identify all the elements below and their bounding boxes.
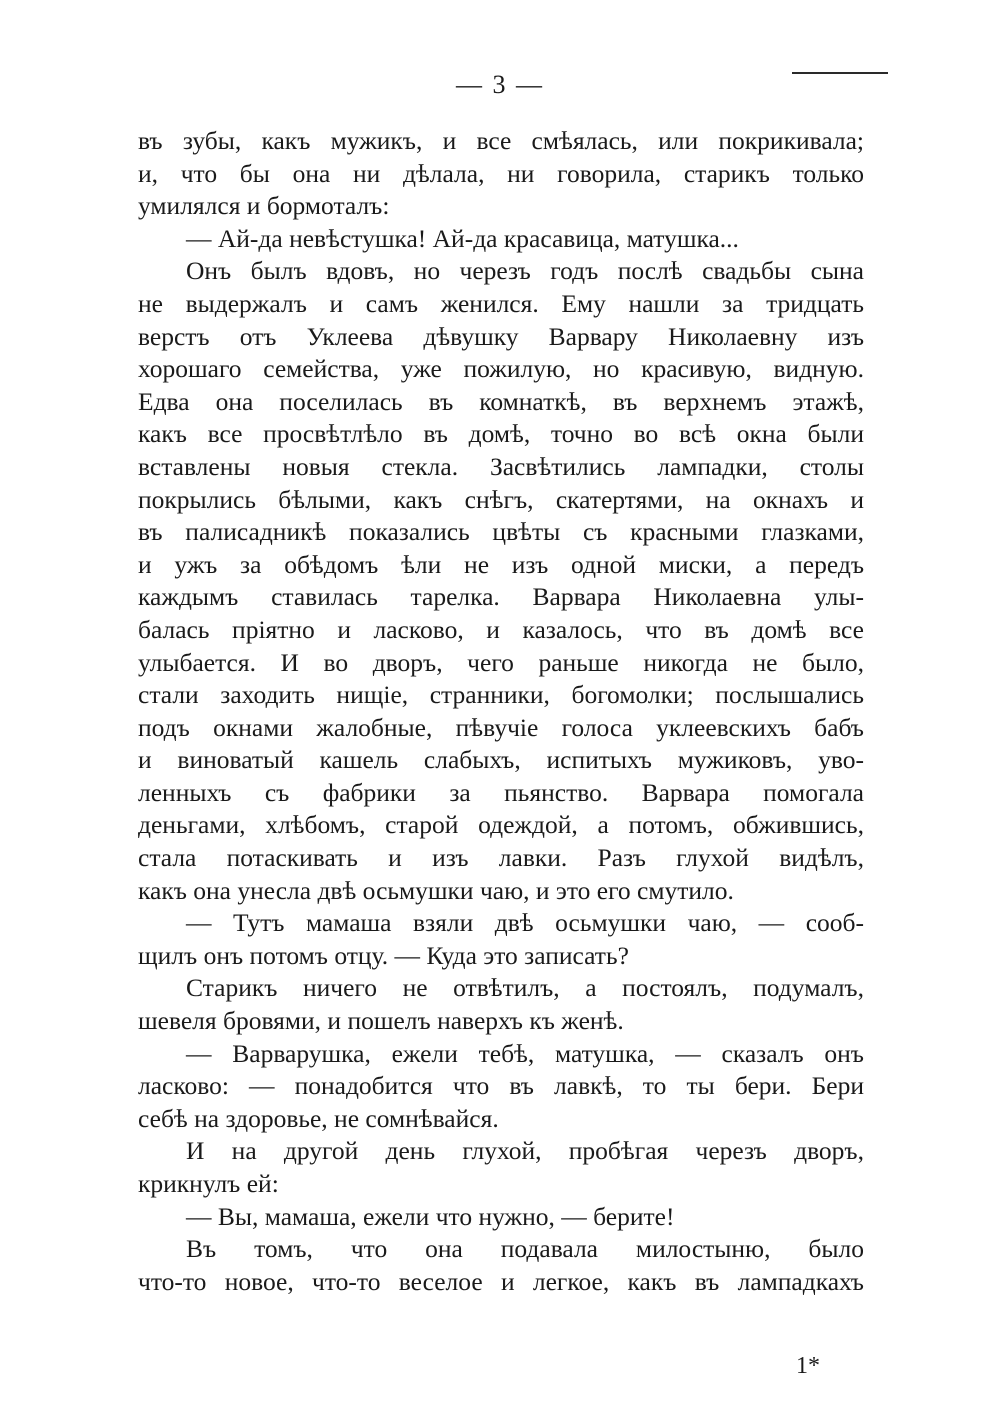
text-line: щилъ онъ потомъ отцу. — Куда это записать? — [138, 940, 629, 970]
text-line: каждымъ ставилась тарелка. Варвара Николаевна улы- — [138, 582, 864, 612]
text-line: — Вы, мамаша, ежели что нужно, — берите! — [186, 1201, 675, 1231]
text-line: въ зубы, какъ мужикъ, и все смѣялась, или покрикивала; — [138, 126, 864, 155]
text-line: что-то новое, что-то веселое и легкое, какъ въ лампадкахъ — [138, 1266, 864, 1296]
text-line: шевеля бровями, и пошелъ наверхъ къ женѣ. — [138, 1006, 624, 1036]
text-line: — Тутъ мамаша взяли двѣ осьмушки чаю, — сооб- — [186, 908, 864, 938]
text-line: ласково: — понадобится что въ лавкѣ, то ты бери. Бери — [138, 1071, 864, 1101]
text-line: крикнулъ ей: — [138, 1169, 279, 1198]
text-line: подъ окнами жалобные, пѣвучіе голоса уклеевскихъ бабъ — [138, 712, 864, 742]
text-line: Въ томъ, что она подавала милостыню, было — [186, 1234, 864, 1264]
text-line: и виноватый кашель слабыхъ, испитыхъ мужиковъ, уво- — [138, 745, 864, 775]
text-line: и, что бы она ни дѣлала, ни говорила, старикъ только — [138, 158, 864, 188]
text-line: стали заходить нищіе, странники, богомолки; послышались — [138, 680, 864, 710]
text-line: Старикъ ничего не отвѣтилъ, а постоялъ, подумалъ, — [186, 973, 864, 1003]
text-line: и ужъ за обѣдомъ ѣли не изъ одной миски, а передъ — [138, 549, 864, 579]
text-line: въ палисадникѣ показались цвѣты съ красными глазками, — [138, 517, 864, 547]
text-line: — Варварушка, ежели тебѣ, матушка, — сказалъ онъ — [186, 1038, 864, 1068]
text-line: балась пріятно и ласково, и казалось, что въ домѣ все — [138, 614, 864, 644]
text-line: ленныхъ съ фабрики за пьянство. Варвара помогала — [138, 777, 864, 807]
text-line: себѣ на здоровье, не сомнѣвайся. — [138, 1103, 499, 1133]
text-line: какъ она унесла двѣ осьмушки чаю, и это его смутило. — [138, 875, 734, 905]
text-line: вставлены новыя стекла. Засвѣтились лампадки, столы — [138, 451, 864, 481]
text-line: стала потаскивать и изъ лавки. Разъ глухой видѣлъ, — [138, 843, 864, 873]
text-line: умилялся и бормоталъ: — [138, 191, 390, 221]
text-line: — Ай-да невѣстушка! Ай-да красавица, матушка... — [186, 223, 739, 253]
text-line: Едва она поселилась въ комнаткѣ, въ верхнемъ этажѣ, — [138, 386, 864, 416]
text-line: покрылись бѣлыми, какъ снѣгъ, скатертями, на окнахъ и — [138, 484, 864, 514]
text-line: И на другой день глухой, пробѣгая черезъ дворъ, — [186, 1136, 864, 1166]
text-line: верстъ отъ Уклеева дѣвушку Варвару Николаевну изъ — [138, 321, 864, 351]
text-line: улыбается. И во дворъ, чего раньше никогда не было, — [138, 647, 864, 677]
page-number: — 3 — — [456, 70, 544, 99]
text-line: не выдержалъ и самъ женился. Ему нашли за тридцать — [138, 288, 864, 318]
signature-mark: 1* — [796, 1353, 820, 1379]
text-line: Онъ былъ вдовъ, но черезъ годъ послѣ свадьбы сына — [186, 256, 864, 286]
text-line: деньгами, хлѣбомъ, старой одеждой, а потомъ, обжившись, — [138, 810, 864, 840]
body-text — [138, 125, 864, 1298]
text-line: хорошаго семейства, уже пожилую, но красивую, видную. — [138, 354, 864, 384]
text-line: какъ все просвѣтлѣло въ домѣ, точно во всѣ окна были — [138, 419, 864, 449]
